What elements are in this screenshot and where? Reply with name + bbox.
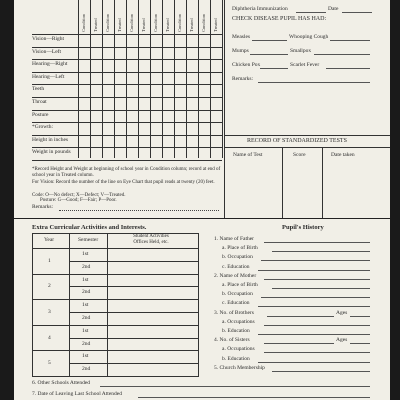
history-line [264, 325, 371, 326]
history-line [272, 251, 370, 252]
grid-row-label: Teeth [32, 86, 45, 93]
grid-col-header: Condition [177, 13, 182, 32]
history-line [272, 288, 370, 289]
grid-hline [32, 110, 222, 111]
grid-col-header: Treated [165, 18, 170, 32]
act-semester: 2nd [82, 263, 91, 270]
grid-col-header: Treated [117, 18, 122, 32]
act-divider-2 [107, 233, 108, 377]
right-remarks-label: Remarks: [232, 76, 254, 82]
grid-col-header: Condition [105, 13, 110, 32]
act-semester: 2nd [82, 366, 91, 373]
grid-col-header: Condition [153, 13, 158, 32]
remarks-line [59, 210, 219, 211]
history-item: b. Occupation [222, 254, 253, 261]
act-row-rule [69, 363, 198, 364]
history-ages-line [350, 343, 370, 344]
tests-top-rule [224, 135, 390, 136]
act-divider-1 [69, 233, 70, 377]
tests-col-date: Date taken [331, 152, 355, 158]
grid-row-label: Weight in pounds [32, 149, 71, 156]
act-semester: 1st [82, 327, 89, 334]
history-ages-label: Ages [336, 309, 348, 316]
history-item: 5. Church Membership [214, 364, 265, 371]
scarlet-line [326, 68, 370, 69]
act-year: 4 [48, 334, 51, 341]
activities-title: Extra Curricular Activities and Interests. [32, 224, 147, 231]
grid-row-label: Hearing—Right [32, 61, 68, 68]
history-line [258, 334, 370, 335]
health-record-form [14, 0, 390, 400]
history-line [272, 371, 370, 372]
history-line [264, 352, 371, 353]
growth-note: *Record Height and Weight at beginning of school year in Condition column; record at end of school year in Treated column. [32, 167, 221, 178]
history-item: b. Education [222, 355, 250, 362]
grid-hline [32, 34, 222, 35]
grid-hline [32, 160, 222, 161]
history-item: a. Occupations [222, 346, 255, 353]
history-item: a. Place of Birth [222, 245, 258, 252]
grid-col-header: Condition [81, 13, 86, 32]
history-item: 3. No. of Brothers [214, 309, 254, 316]
tests-divider-1 [282, 147, 283, 218]
grid-hline [32, 147, 222, 148]
grid-col-header: Treated [213, 18, 218, 32]
grid-row-label: *Growth: [32, 124, 54, 131]
act-row-rule [69, 261, 198, 262]
check-disease-title: CHECK DISEASE PUPIL HAS HAD: [232, 16, 327, 22]
grid-hline [32, 122, 222, 123]
smallpox-label: Smallpox [290, 48, 312, 54]
history-item: b. Education [222, 328, 250, 334]
history-line [264, 242, 370, 243]
history-item: a. Place of Birth [222, 282, 258, 288]
scarlet-label: Scarlet Fever [290, 62, 320, 68]
history-line [258, 306, 370, 307]
diphtheria-line [296, 12, 326, 13]
diphtheria-label: Diphtheria Immunization [232, 6, 288, 12]
grid-row-label: Height in inches [32, 136, 69, 143]
act-semester: 2nd [82, 289, 91, 296]
measles-label: Measles [232, 34, 251, 40]
history-line [261, 260, 370, 261]
section-divider [14, 218, 390, 219]
whooping-line [330, 40, 370, 41]
act-row-rule [32, 350, 198, 351]
history-line [258, 270, 370, 271]
history-item: a. Occupations [222, 318, 255, 325]
tests-col-name: Name of Test [233, 152, 263, 158]
mumps-line [250, 54, 288, 55]
history-ages-label: Ages [336, 337, 348, 344]
grid-hline [32, 47, 222, 48]
act-year: 3 [48, 309, 51, 315]
history-item: 2. Name of Mother [214, 272, 257, 279]
act-border-left [32, 233, 33, 377]
act-year: 2 [48, 283, 51, 290]
act-row-rule [32, 299, 198, 300]
other-schools-label: 6. Other Schools Attended [32, 380, 91, 386]
history-item: b. Occupation [222, 291, 253, 298]
history-item: 4. No. of Sisters [214, 337, 250, 344]
tests-header-rule [224, 147, 390, 148]
measles-line [252, 40, 287, 41]
act-semester: 1st [82, 302, 89, 309]
grid-hline [32, 59, 222, 60]
diphtheria-date-label: Date [328, 6, 339, 12]
act-semester: 2nd [82, 315, 91, 321]
act-semester: 1st [82, 353, 89, 360]
act-semester: 1st [82, 276, 89, 283]
grid-col-header: Condition [129, 13, 134, 32]
grid-vline [222, 0, 223, 158]
grid-col-header: Treated [189, 18, 194, 32]
history-item: c. Education [222, 263, 250, 270]
other-schools-line [100, 386, 370, 387]
act-row-rule [32, 376, 198, 377]
activities-col-semester: Semester [78, 237, 99, 243]
act-row-rule [69, 286, 198, 287]
act-row-rule [32, 325, 198, 326]
date-leaving-line [138, 397, 370, 398]
tests-col-score: Score [293, 152, 306, 158]
grid-row-label: Posture [32, 111, 49, 118]
history-line [258, 362, 370, 363]
act-row-rule [69, 338, 198, 339]
history-line [267, 316, 335, 317]
chicken-pox-line [260, 68, 288, 69]
activities-col-student-1: Student Activities [133, 234, 169, 239]
code-line-2: Posture: G—Good; F—Fair; P—Poor. [40, 198, 117, 203]
history-title: Pupil's History [282, 224, 324, 231]
history-item: c. Education [222, 300, 250, 307]
top-divider [224, 0, 225, 218]
activities-col-year: Year [44, 237, 55, 243]
act-row-rule [32, 274, 198, 275]
tests-title: RECORD OF STANDARDIZED TESTS [247, 138, 347, 144]
history-line [264, 279, 370, 280]
grid-row-label: Throat [32, 99, 47, 105]
code-line-1: Code: O—No defect; X—Defect; V—Treated. [32, 193, 126, 198]
grid-hline [32, 84, 222, 85]
grid-col-header: Condition [201, 13, 206, 32]
grid-col-header: Treated [93, 18, 98, 32]
diphtheria-date-line [342, 12, 372, 13]
act-border-right [198, 233, 199, 377]
right-remarks-line [258, 82, 370, 83]
grid-row-label: Hearing—Left [32, 73, 65, 80]
activities-col-student-2: Offices Held, etc. [133, 240, 169, 245]
history-line [261, 297, 370, 298]
act-semester: 2nd [82, 340, 91, 347]
act-semester: 1st [82, 251, 89, 257]
smallpox-line [314, 54, 370, 55]
tests-divider-2 [322, 147, 323, 218]
remarks-label: Remarks: [32, 204, 54, 210]
vision-note: For Vision: Record the number of the line on Eye Chart that pupil reads at twenty (20) feet. [32, 180, 215, 185]
grid-row-label: Vision—Right [32, 36, 65, 42]
whooping-label: Whooping Cough [289, 34, 329, 40]
act-header-rule [32, 248, 198, 249]
grid-hline [32, 135, 222, 136]
grid-row-label: Vision—Left [32, 48, 61, 55]
act-year: 5 [48, 360, 51, 367]
activities-col-student [123, 234, 179, 246]
history-item: 1. Name of Father [214, 236, 255, 242]
date-leaving-label: 7. Date of Leaving Last School Attended [32, 391, 122, 397]
history-line [264, 343, 334, 344]
grid-hline [32, 97, 222, 98]
act-year: 1 [48, 257, 51, 264]
chicken-pox-label: Chicken Pox [232, 62, 261, 68]
grid-col-header: Treated [141, 18, 146, 32]
grid-hline [32, 72, 222, 73]
act-row-rule [69, 312, 198, 313]
mumps-label: Mumps [232, 48, 249, 54]
history-ages-line [350, 316, 370, 317]
